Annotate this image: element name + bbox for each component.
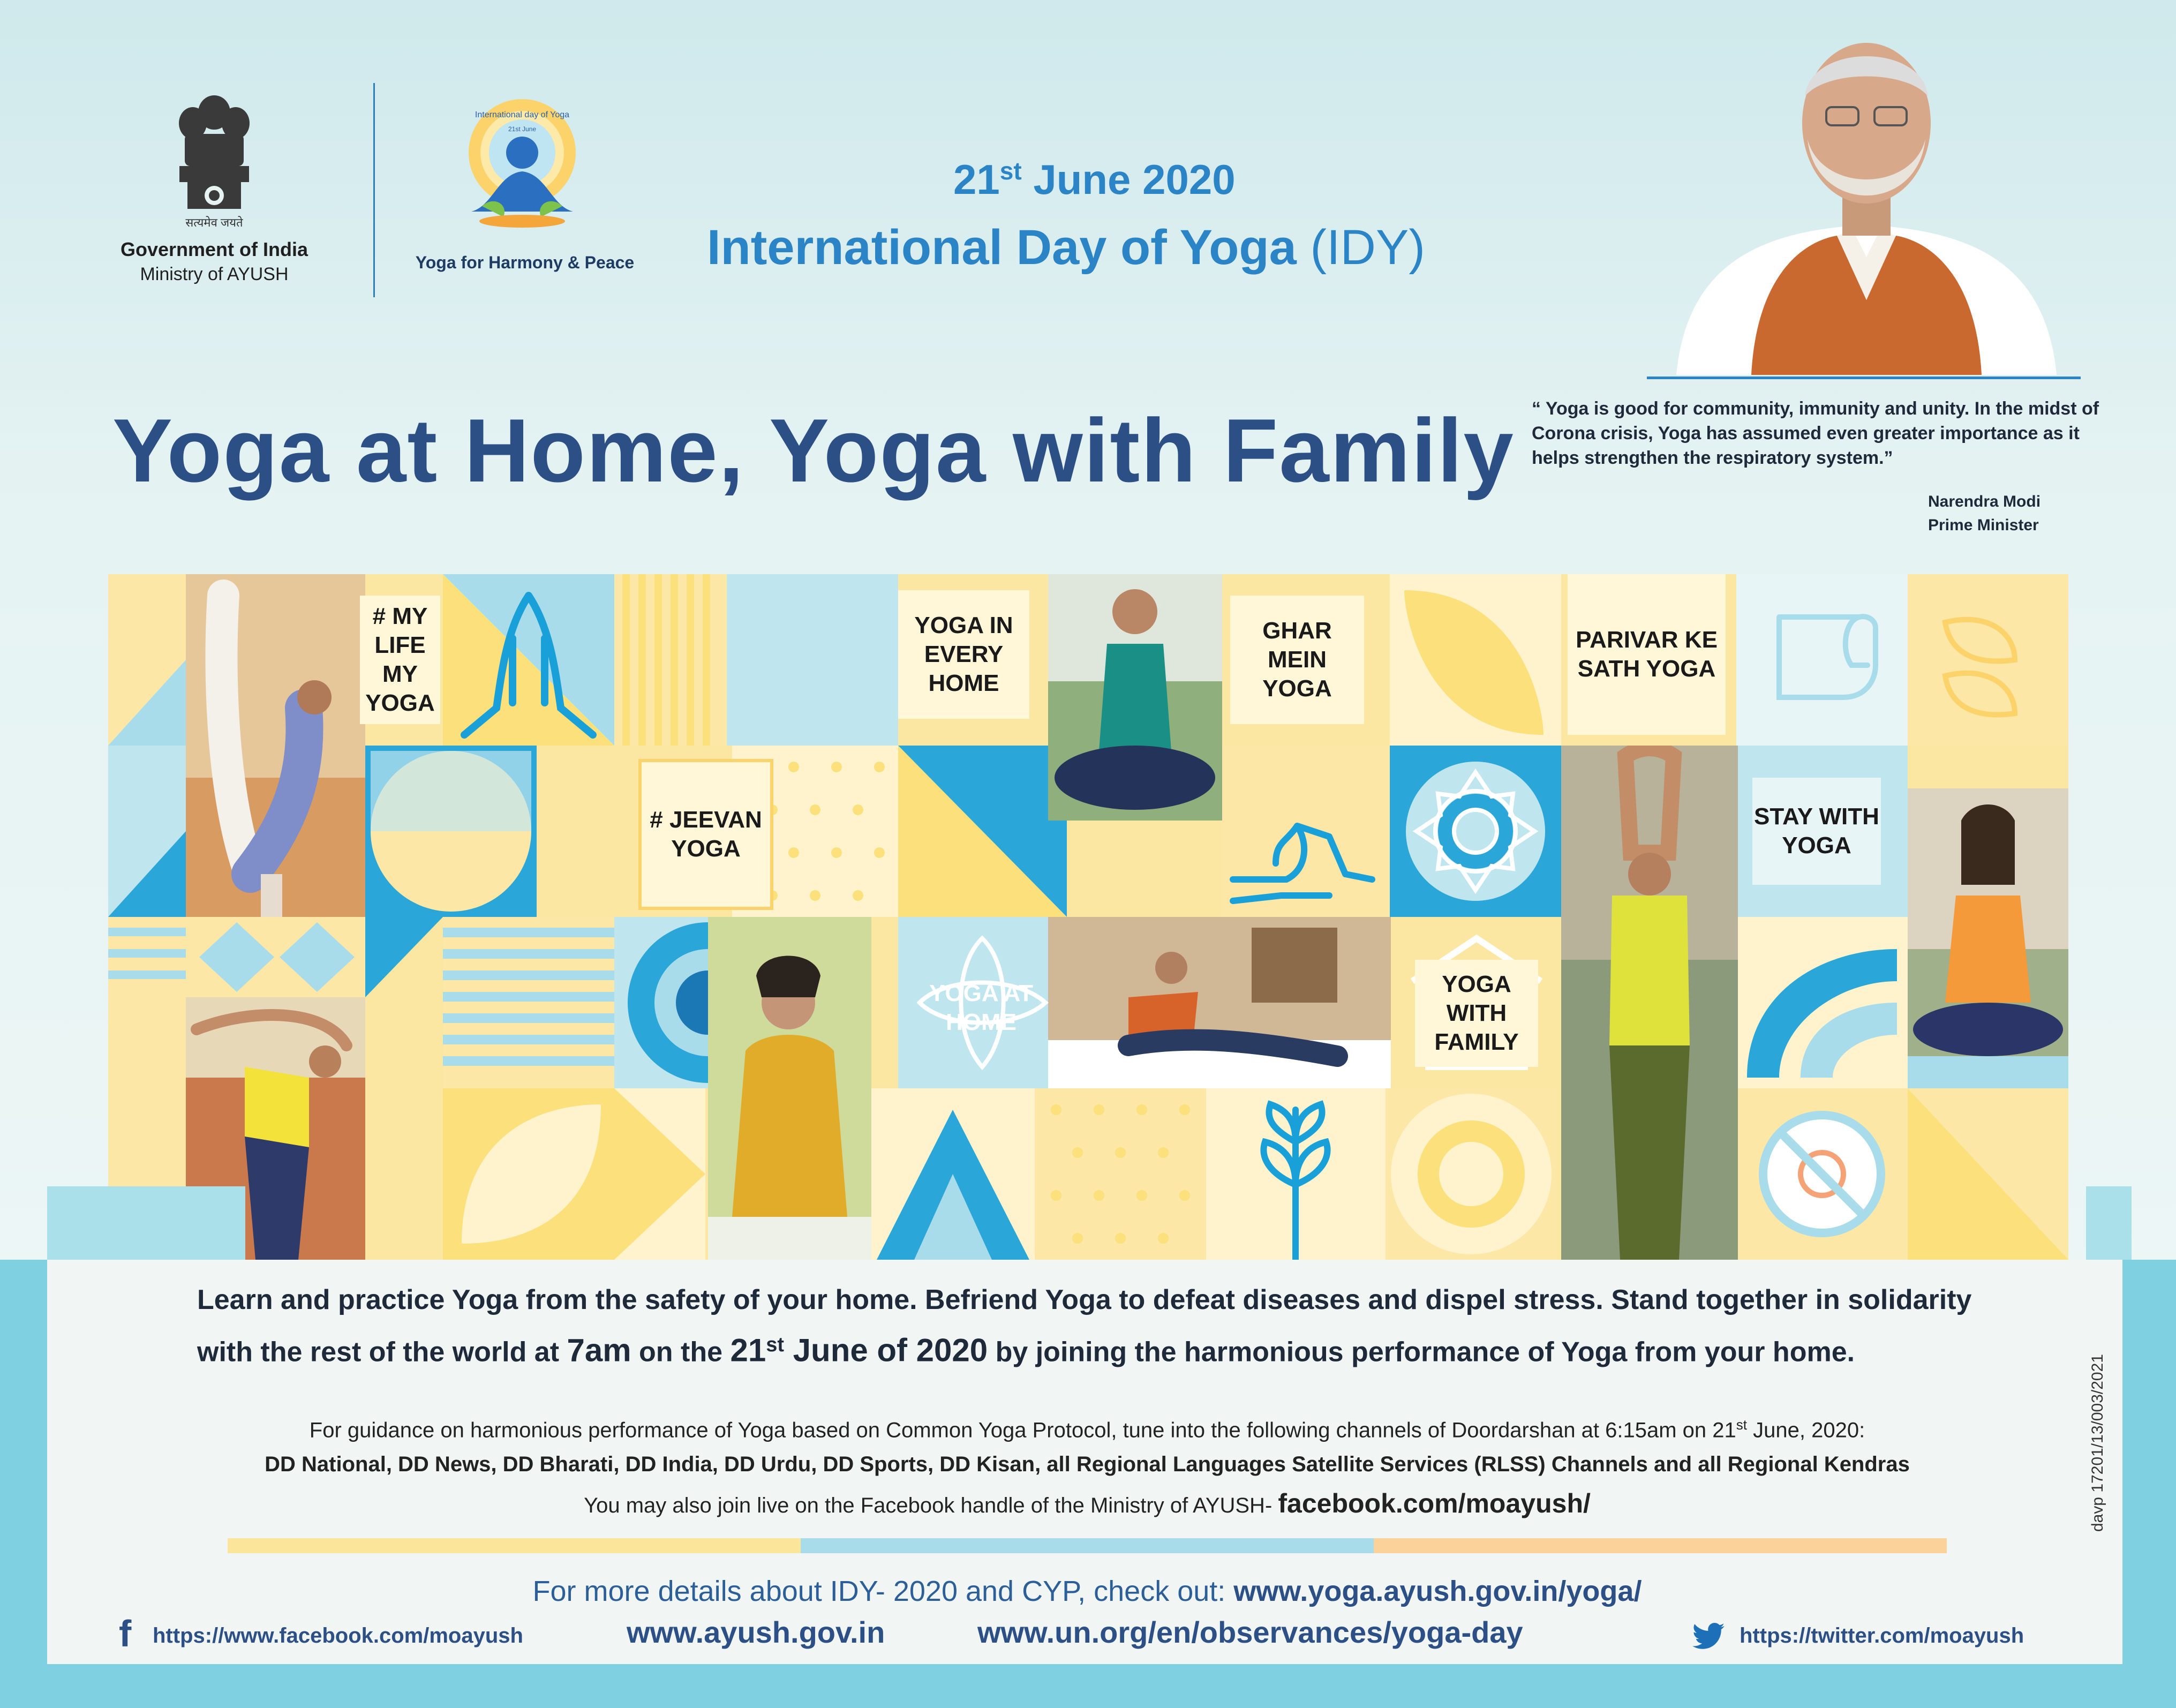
facebook-icon[interactable]: f [119,1613,132,1654]
channel-list: DD National, DD News, DD Bharati, DD India, DD Urdu, DD Sports, DD Kisan, all Regional Languages Satellite Services (RLSS) Channels and all Regional Kendras [265,1453,1910,1476]
yoga-site-link[interactable]: www.yoga.ayush.gov.in/yoga/ [1233,1575,1642,1607]
namaste-hands-icon [443,574,614,746]
logo-arc-text: International day of Yoga [475,110,570,119]
leaves-icon [1908,596,2068,735]
twitter-url-link[interactable]: https://twitter.com/moayush [1740,1624,2024,1647]
event-date-suffix: st [999,157,1022,185]
main-title: Yoga at Home, Yoga with Family [112,400,1515,501]
government-label [80,238,348,285]
yoga-mosaic [108,574,2068,1260]
facebook-line [161,1488,2014,1519]
more-details-text: For more details about IDY- 2020 and CYP, check out: [532,1575,1234,1607]
photo-meditation-woman [1048,574,1222,821]
gov-line-1: Government of India [120,238,308,260]
label-yoga-with-family: YOGA WITH FAMILY [1415,960,1538,1067]
photo-seated-man [1908,788,2068,1056]
ayush-site-link[interactable]: www.ayush.gov.in [627,1615,885,1649]
event-title-text: International Day of Yoga [707,220,1311,275]
ashoka-emblem-icon [161,86,268,225]
bottom-decor-right [2086,1186,2132,1261]
photo-dancer-pose [186,574,365,917]
color-bar-orange [1374,1538,1947,1553]
quote-author-name: Narendra Modi [1928,493,2041,510]
label-jeevan-yoga: # JEEVAN YOGA [638,759,773,910]
main-message [197,1277,2007,1374]
label-my-life-my-yoga: # MY LIFE MY YOGA [360,596,440,724]
header-divider [373,83,375,297]
guidance-part-2: June, 2020: [1747,1418,1865,1442]
mudra-hand-icon [1222,788,1394,917]
message-date-rest: June of 2020 [784,1332,988,1368]
event-title [707,220,1425,276]
lotus-mandala-icon [1390,746,1561,917]
guidance-line [161,1417,2014,1442]
facebook-url-link[interactable]: https://www.facebook.com/moayush [153,1624,523,1647]
event-title-abbrev: (IDY) [1310,220,1425,275]
facebook-intro: You may also join live on the Facebook handle of the Ministry of AYUSH- [584,1494,1278,1517]
label-stay-with-yoga: STAY WITH YOGA [1752,778,1881,885]
message-time: 7am [567,1332,631,1368]
message-date-suffix: st [766,1334,784,1356]
no-virus-icon [1736,1088,1908,1260]
plant-sprout-icon [1206,1088,1386,1260]
event-date-day: 21 [953,156,1000,203]
label-ghar-mein-yoga: GHAR MEIN YOGA [1230,596,1364,724]
facebook-handle-link[interactable]: facebook.com/moayush/ [1278,1488,1591,1518]
label-yoga-at-home: YOGA AT HOME [929,980,1033,1035]
label-parivar-ke-sath-yoga: PARIVAR KE SATH YOGA [1568,574,1726,735]
quote-author [1928,490,2089,537]
yoga-mat-icon [1736,596,1908,735]
davp-code: davp 17201/13/003/2021 [2089,1354,2106,1532]
quote-author-title: Prime Minister [1928,516,2039,534]
event-date-rest: June 2020 [1021,156,1236,203]
more-details-line [161,1575,2014,1608]
twitter-icon[interactable] [1692,1623,1725,1650]
message-date-day: 21 [730,1332,766,1368]
pm-photo-underline [1647,377,2081,379]
color-bar-blue [801,1538,1374,1553]
photo-twist-woman [1048,917,1391,1088]
prime-minister-photo [1655,21,2078,375]
un-yoga-day-link[interactable]: www.un.org/en/observances/yoga-day [977,1615,1523,1649]
bottom-decor-left [47,1186,245,1261]
message-part-1: Learn and practice Yoga from the safety of your home. Befriend Yoga to defeat diseases and dispel stress. Stand together in solidarity with the rest of the world at [197,1284,1972,1368]
emblem-motto: सत्यमेव जयते [185,216,243,229]
photo-pranayama-woman [708,917,871,1260]
idy-logo-icon [461,94,584,249]
color-bar-yellow [228,1538,801,1553]
logo-tagline: Yoga for Harmony & Peace [415,253,635,272]
guidance-part-1: For guidance on harmonious performance of Yoga based on Common Yoga Protocol, tune into the following channels of Doordarshan at 6:15am on 21 [309,1418,1736,1442]
event-date [953,155,1236,204]
message-part-2: on the [631,1336,731,1368]
pm-quote: “ Yoga is good for community, immunity and unity. In the midst of Corona crisis, Yoga has assumed even greater importance as it helps strengthen the respiratory system.” [1532,398,2099,468]
gov-line-2: Ministry of AYUSH [140,264,289,284]
guidance-suffix: st [1736,1417,1748,1433]
photo-standing-stretch-man [1561,746,1738,1260]
label-yoga-in-every-home: YOGA IN EVERY HOME [898,590,1029,719]
message-part-3: by joining the harmonious performance of Yoga from your home. [988,1336,1855,1368]
logo-date-text: 21st June [508,125,537,133]
